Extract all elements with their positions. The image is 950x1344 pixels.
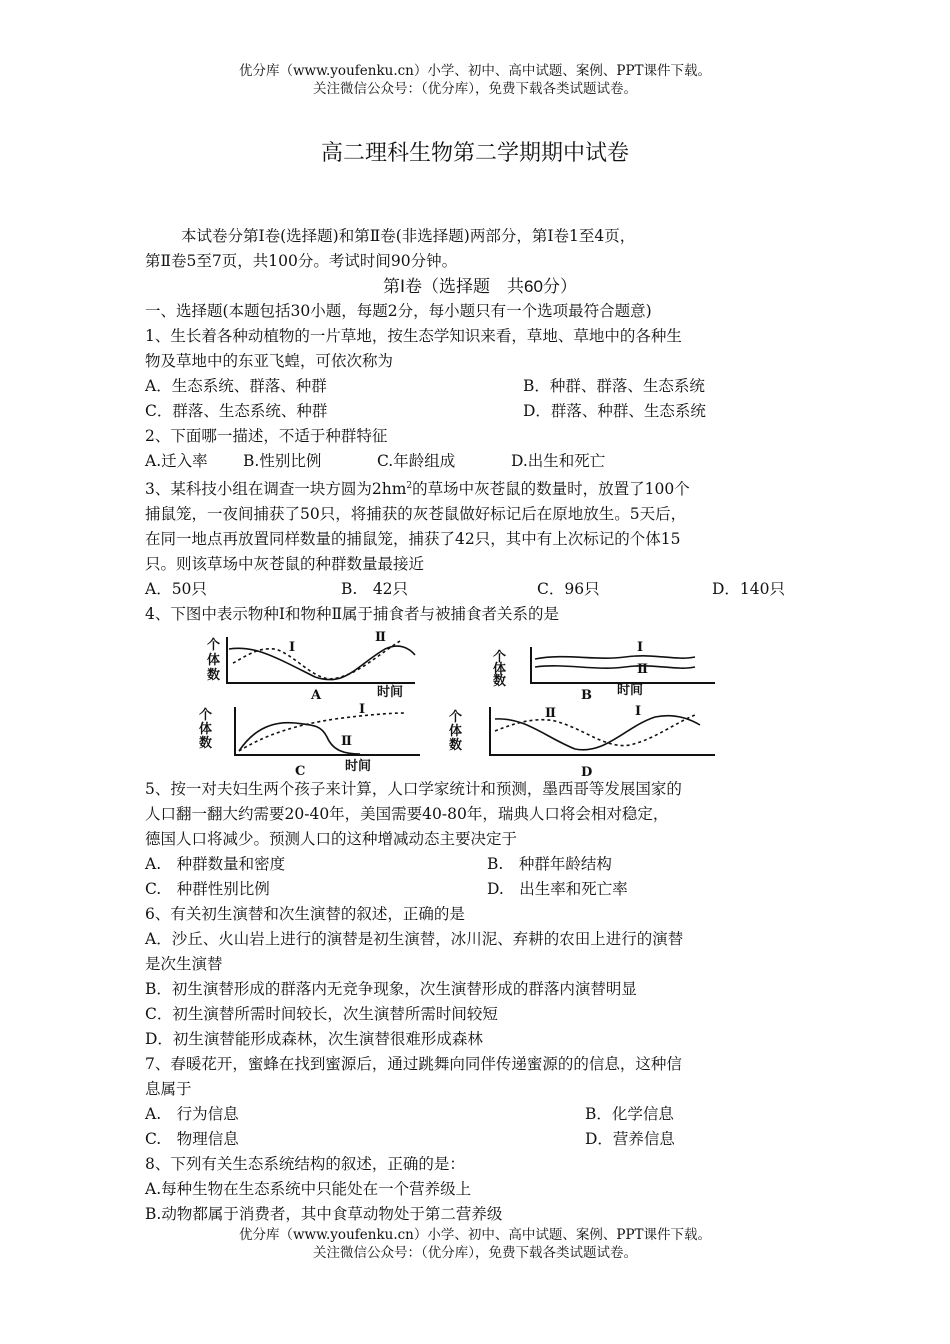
q3-option-c: C．96只	[537, 580, 600, 599]
graph-c-axes	[235, 707, 420, 755]
q8-option-b: B.动物都属于消费者，其中食草动物处于第二营养级	[145, 1205, 503, 1224]
header-line-1: 优分库（www.youfenku.cn）小学、初中、高中试题、案例、PPT课件下载。	[238, 63, 712, 79]
q8-option-a: A.每种生物在生态系统中只能处在一个营养级上	[145, 1180, 472, 1199]
graph-c-xlabel: 时间	[345, 759, 372, 775]
section-title: 第Ⅰ卷（选择题 共60分）	[383, 277, 577, 296]
graph-c-label-2: Ⅱ	[341, 734, 352, 750]
graph-b-ylabel-3: 数	[493, 674, 507, 690]
graph-b-ylabel-2: 体	[493, 662, 507, 678]
q7-stem-line-1: 7、春暖花开，蜜蜂在找到蜜源后，通过跳舞向同伴传递蜜源的的信息，这种信	[145, 1055, 682, 1074]
q2-stem: 2、下面哪一描述，不适于种群特征	[145, 427, 388, 445]
graph-c-ylabel-3: 数	[199, 736, 213, 752]
intro-line-2: 第Ⅱ卷5至7页，共100分。考试时间90分钟。	[145, 252, 458, 270]
graph-d-panel-label: D	[581, 765, 593, 778]
q2-option-a: A.迁入率	[145, 452, 208, 470]
q3-stem-line-4: 只。则该草场中灰苍鼠的种群数量最接近	[145, 555, 425, 574]
graph-a-ylabel-2: 体	[207, 653, 221, 669]
q7-option-b: B．化学信息	[585, 1105, 674, 1124]
graph-d-axes	[490, 707, 715, 755]
q3-stem-line-2: 捕鼠笼，一夜间捕获了50只，将捕获的灰苍鼠做好标记后在原地放生。5天后，	[145, 505, 687, 524]
graph-b-ylabel-1: 个	[493, 650, 507, 666]
graph-b-axes	[531, 647, 715, 683]
q6-option-d: D．初生演替能形成森林，次生演替很难形成森林	[145, 1030, 483, 1049]
q3-stem-line-1b: 的草场中灰苍鼠的数量时，放置了100个	[412, 480, 690, 499]
graph-c-ylabel-1: 个	[199, 708, 213, 724]
graph-b-label-1: Ⅰ	[637, 640, 644, 656]
q6-option-b: B．初生演替形成的群落内无竞争现象，次生演替形成的群落内演替明显	[145, 980, 637, 999]
q4-figure	[185, 627, 815, 777]
page-footer	[0, 1226, 950, 1262]
graph-c-curve-1	[239, 713, 405, 751]
q5-stem-line-2: 人口翻一翻大约需要20-40年，美国需要40-80年，瑞典人口将会相对稳定，	[145, 805, 669, 824]
graph-b-xlabel: 时间	[617, 683, 644, 699]
q7-option-d: D．营养信息	[585, 1130, 675, 1149]
graph-b	[531, 647, 715, 683]
q5-stem-line-3: 德国人口将减少。预测人口的这种增减动态主要决定于	[145, 830, 518, 849]
graph-d-label-1: Ⅰ	[635, 704, 642, 720]
q5-options-row-1	[145, 852, 815, 877]
graph-d	[490, 707, 715, 755]
footer-line-1: 优分库（www.youfenku.cn）小学、初中、高中试题、案例、PPT课件下载。	[238, 1227, 712, 1243]
q7-options-row-1	[145, 1102, 815, 1127]
graph-c-ylabel-2: 体	[199, 722, 213, 738]
graph-d-curve-2	[495, 715, 695, 746]
q3-superscript: 2	[406, 481, 413, 491]
q5-option-b: B. 种群年龄结构	[487, 855, 612, 874]
graph-a-label-1: Ⅰ	[289, 640, 296, 656]
graph-a-xlabel: 时间	[377, 685, 404, 701]
q4-graphs	[185, 627, 725, 777]
q6-option-a-line-1: A．沙丘、火山岩上进行的演替是初生演替，冰川泥、弃耕的农田上进行的演替	[145, 930, 684, 949]
q4-stem: 4、下图中表示物种Ⅰ和物种Ⅱ属于捕食者与被捕食者关系的是	[145, 605, 560, 624]
q6-option-a-line-2: 是次生演替	[145, 955, 223, 974]
exam-body	[145, 224, 815, 1227]
q2-option-c: C.年龄组成	[377, 452, 456, 470]
q7-options-row-2	[145, 1127, 815, 1152]
q5-option-a: A. 种群数量和密度	[145, 855, 286, 874]
graph-b-label-2: Ⅱ	[637, 662, 648, 678]
q5-option-d: D. 出生率和死亡率	[487, 880, 628, 899]
graph-a-ylabel-1: 个	[207, 638, 221, 654]
q7-stem-line-2: 息属于	[145, 1080, 192, 1099]
graph-d-ylabel-3: 数	[449, 738, 463, 754]
q6-stem: 6、有关初生演替和次生演替的叙述，正确的是	[145, 905, 465, 924]
graph-c-label-1: Ⅰ	[359, 702, 366, 718]
q3-options	[145, 577, 815, 602]
q2-options	[145, 449, 815, 474]
header-line-2: 关注微信公众号：（优分库），免费下载各类试题试卷。	[313, 81, 637, 97]
q7-option-a: A. 行为信息	[145, 1105, 239, 1124]
q1-option-b: B．种群、群落、生态系统	[523, 377, 705, 395]
page-title: 高二理科生物第二学期期中试卷	[320, 141, 629, 166]
graph-a-curve-1	[233, 641, 400, 679]
q5-option-c: C. 种群性别比例	[145, 880, 270, 899]
graph-a-label-2: Ⅱ	[375, 630, 386, 646]
q2-option-d: D.出生和死亡	[511, 452, 606, 470]
q1-options-row-1	[145, 374, 815, 399]
q1-option-c: C．群落、生态系统、种群	[145, 402, 328, 420]
q3-stem-line-1	[145, 474, 815, 502]
graph-a-panel-label: A	[311, 688, 322, 704]
graph-b-panel-label: B	[581, 688, 592, 704]
q1-stem-line-2: 物及草地中的东亚飞蝗，可依次称为	[145, 352, 394, 370]
page-header	[0, 62, 950, 98]
footer-line-2: 关注微信公众号：（优分库），免费下载各类试题试卷。	[313, 1245, 637, 1261]
q1-option-d: D．群落、种群、生态系统	[523, 402, 706, 420]
q3-stem-line-3: 在同一地点再放置同样数量的捕鼠笼，捕获了42只，其中有上次标记的个体15	[145, 530, 681, 549]
q5-stem-line-1: 5、按一对夫妇生两个孩子来计算，人口学家统计和预测，墨西哥等发展国家的	[145, 780, 682, 799]
graph-a	[227, 637, 415, 683]
q1-options-row-2	[145, 399, 815, 424]
part-header: 一、选择题(本题包括30小题，每题2分，每小题只有一个选项最符合题意)	[145, 302, 652, 320]
graph-d-label-2: Ⅱ	[545, 706, 556, 722]
q3-option-b: B. 42只	[341, 580, 409, 599]
q3-option-d: D．140只	[712, 580, 786, 599]
graph-c-panel-label: C	[295, 764, 306, 778]
q1-stem-line-1: 1、生长着各种动植物的一片草地，按生态学知识来看，草地、草地中的各种生	[145, 327, 682, 345]
q3-stem-line-1a: 3、某科技小组在调查一块方圆为2hm	[145, 480, 407, 499]
q3-option-a: A．50只	[145, 580, 207, 599]
graph-b-curve-1	[535, 656, 695, 659]
q2-option-b: B.性别比例	[243, 452, 322, 470]
q8-stem: 8、下列有关生态系统结构的叙述，正确的是：	[145, 1155, 465, 1174]
graph-b-curve-2	[535, 666, 695, 668]
q7-option-c: C. 物理信息	[145, 1130, 239, 1149]
graph-c	[235, 707, 420, 755]
graph-a-ylabel-3: 数	[207, 668, 221, 684]
q5-options-row-2	[145, 877, 815, 902]
graph-d-ylabel-1: 个	[449, 710, 463, 726]
q6-option-c: C．初生演替所需时间较长，次生演替所需时间较短	[145, 1005, 498, 1024]
graph-d-ylabel-2: 体	[449, 724, 463, 740]
intro-line-1: 本试卷分第Ⅰ卷(选择题)和第Ⅱ卷(非选择题)两部分，第Ⅰ卷1至4页，	[181, 227, 636, 245]
q1-option-a: A．生态系统、群落、种群	[145, 377, 327, 395]
